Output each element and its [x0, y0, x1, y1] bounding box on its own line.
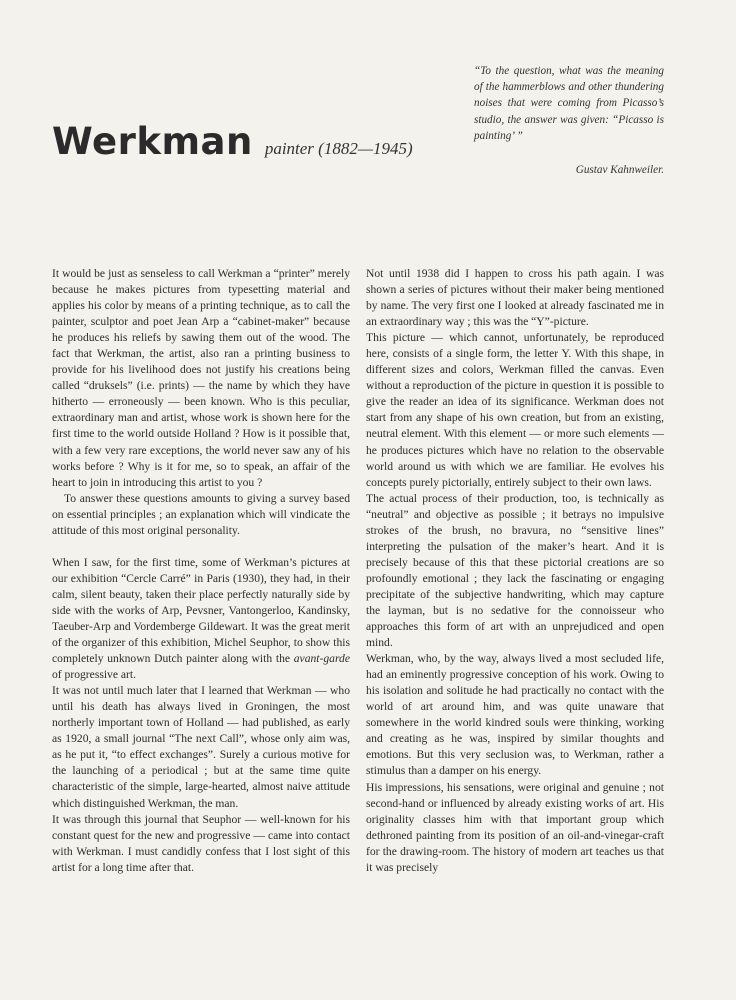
paragraph: His impressions, his sensations, were original and genuine ; not second-hand or influenced by already existing works of art. His originality classes him with that important group which dethroned painting from its position of an oil-and-vinegar-craft for the drawing-room. The history of modern art teaches us that it was precisely — [366, 780, 664, 874]
paragraph-text: of progressive art. — [52, 668, 137, 682]
paragraph: It was not until much later that I learned that Werkman — who until his death has always lived in Groningen, the most northerly important town of Holland — had published, as early as 1920, a small journal “The next Call”, whose only aim was, as he put it, “to effect exchanges”. Surely a curious motive for the launching of a periodical ; but at the same time quite characteristic of the simple, large-hearted, almost naive attitude which distinguished Werkman, the man. — [52, 684, 350, 810]
right-column — [366, 266, 664, 876]
paragraph: To answer these questions amounts to giving a survey based on essential principles ; an explanation which will vindicate the attitude of this most original personality. — [52, 491, 350, 537]
article-subtitle: painter (1882—1945) — [264, 139, 413, 158]
epigraph-author: Gustav Kahnweiler. — [575, 164, 664, 176]
article-heading — [52, 120, 413, 163]
epigraph-quote: “To the question, what was the meaning of the hammerblows and other thundering noises that were coming from Picasso’s studio, the answer was given: “Picasso is painting’ ” — [474, 65, 664, 142]
paragraph: It was through this journal that Seuphor — well-known for his constant quest for the new and progressive — came into contact with Werkman. I must candidly confess that I lost sight of this artist for a long time after that. — [52, 812, 350, 874]
left-column — [52, 266, 350, 876]
paragraph: This picture — which cannot, unfortunately, be reproduced here, consists of a single form, the letter Y. With this shape, in different sizes and colors, Werkman filled the canvas. Even without a reproduction of the picture in question it is possible to give the reader an idea of its significance. Werkman does not start from any shape of his own creation, but from an existing, neutral element. With this element — or more such elements — he produces pictures which have no relation to the observable world around us with which we are familiar. He evolves his concepts purely pictorially, entirely subject to their own laws. — [366, 331, 664, 489]
article-title: Werkman — [52, 120, 253, 163]
paragraph — [52, 555, 350, 683]
paragraph: It would be just as senseless to call Werkman a “printer” merely because he makes pictures from typesetting material and applies his color by means of a printing technique, as to call the painter, sculptor and poet Jean Arp a “cabinet-maker” because he produces his reliefs by sawing them out of the wood. The fact that Werkman, the artist, also ran a printing business to provide for his livelihood does not justify his creations being called “druksels” (i.e. prints) — the name by which they have hitherto — erroneously — been known. Who is this peculiar, extraordinary man and artist, whose work is shown here for the first time to the world outside Holland ? How is it possible that, with a few very rare exceptions, the world never saw any of his works before ? Why is it for me, so to speak, an affair of the heart to join in introducing this artist to you ? — [52, 267, 350, 489]
paragraph-text: When I saw, for the first time, some of Werkman’s pictures at our exhibition “Cercle Carré” in Paris (1930), they had, in their calm, silent beauty, taken their place perfectly naturally side by side with the works of Arp, Pevsner, Vantongerloo, Kandinsky, Taeuber-Arp and Vordemberge Gildewart. It was the great merit of the organizer of this exhibition, Michel Seuphor, to show this completely unknown Dutch painter along with the — [52, 555, 350, 666]
paragraph-emphasis: avant-garde — [293, 652, 350, 666]
paragraph: Not until 1938 did I happen to cross his path again. I was shown a series of pictures without their maker being mentioned by name. The very first one I looked at already fascinated me in an extraordinary way ; this was the “Y”-picture. — [366, 267, 664, 329]
paragraph: The actual process of their production, too, is technically as “neutral” and objective as possible ; it betrays no impulsive strokes of the brush, no bravura, no “sensitive lines” interpreting the pulsation of the maker’s heart. And it is precisely because of this that these pictorial creations are so profoundly emotional ; they lack the fascinating or engaging precipitate of the subjective handwriting, which may capture the layman, but is no sedative for the connoisseur who approaches this form of art with an unprejudiced and open mind. — [366, 491, 664, 650]
paragraph: Werkman, who, by the way, always lived a most secluded life, had an eminently progressive conception of his work. Owing to his isolation and solitude he had practically no contact with the world of art around him, and was quite unaware that somewhere in the world kindred souls were thinking, working and creating as he was, inspired by similar thoughts and emotions. But this very seclusion was, to Werkman, rather a stimulus than a damper on his energy. — [366, 652, 664, 778]
